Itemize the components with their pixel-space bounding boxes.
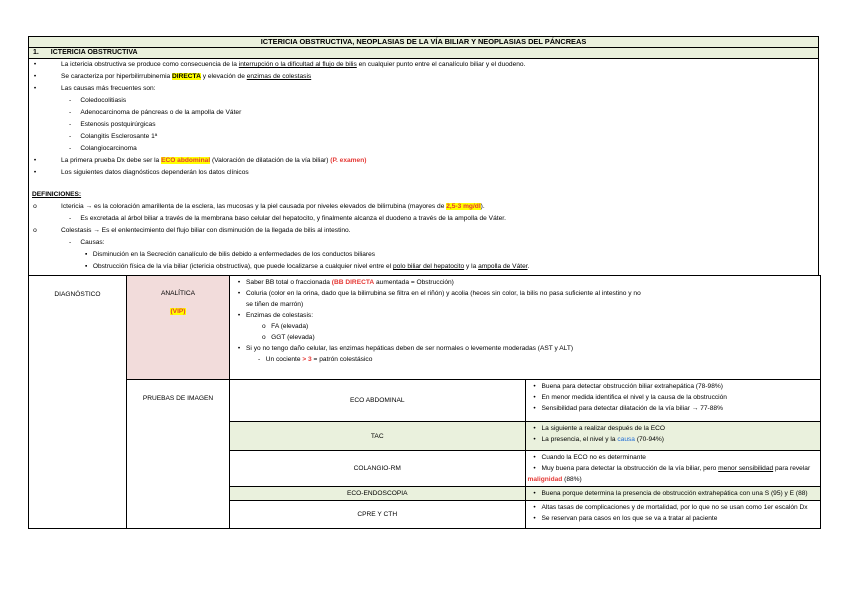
bullet-line: • Los siguientes datos diagnósticos dependerán los datos clínicos xyxy=(29,167,818,179)
tac-label: TAC xyxy=(230,422,526,451)
bullet-icon: • xyxy=(533,454,536,461)
eco-endoscopia-label: ECO-ENDOSCOPIA xyxy=(230,487,526,501)
bullet-icon: • xyxy=(533,490,536,497)
cause-item: - Estenosis postquirúrgicas xyxy=(69,121,156,128)
bullet-icon: • xyxy=(533,465,536,472)
section-number: 1. xyxy=(33,49,39,56)
eco-abdominal-content: • Buena para detectar obstrucción biliar extrahepática (78-98%) • En menor medida identifica el nivel y la causa de la obstrucción • Sensibilidad para detectar dilatación de la vía biliar → 77-88% xyxy=(525,380,821,422)
section-label: ICTERICIA OBSTRUCTIVA xyxy=(50,49,138,56)
cause-detail: ▪ Obstrucción física de la vía biliar (ictericia obstructiva), que puede localizarse a cualquier nivel entre el polo biliar del hepatocito y la ampolla de Váter. xyxy=(85,263,530,270)
bullet-icon: • xyxy=(533,504,536,511)
bullet-line: • La ictericia obstructiva se produce como consecuencia de la interrupción o la dificultad al flujo de bilis en cualquier punto entre el canalículo biliar y el duodeno. xyxy=(29,59,818,71)
bullet-line: • Se caracteriza por hiperbilirrubinemia DIRECTA y elevación de enzimas de colestasis xyxy=(29,71,818,83)
cpre-cth-content: • Altas tasas de complicaciones y de mortalidad, por lo que no se usan como 1er escalón Dx • Se reservan para casos en los que se va a tratar al paciente xyxy=(525,501,821,529)
bullet-icon: • xyxy=(33,73,37,80)
bullet-icon: • xyxy=(533,394,536,401)
diagnostic-table xyxy=(28,275,821,529)
analitica-content: • Saber BB total o fraccionada (BB DIRECTA aumentada = Obstrucción) • Coluria (color en la orina, dado que la bilirrubina se filtra en el riñón) y acolia (heces sin color, la bilis no pasa suficiente al intestino y no se tiñen de marrón) • Enzimas de colestasis: o FA (elevada) o GGT (elevada) • Si yo no tengo daño celular, las enzimas hepáticas deben de ser normales o levemente moderadas (AST y ALT) - Un cociente > 3 = patrón colestásico xyxy=(230,276,821,380)
bullet-icon: • xyxy=(237,290,241,297)
bullet-line: • Las causas más frecuentes son: xyxy=(29,83,818,95)
cause-detail: ▪ Disminución en la Secreción canalículo de bilis debido a enfermedades de los conductos biliares xyxy=(85,251,376,258)
definition-line: o Colestasis → Es el enlentecimiento del flujo biliar con disminución de la llegada de bilis al intestino. xyxy=(29,225,818,237)
cpre-cth-label: CPRE Y CTH xyxy=(230,501,526,529)
circle-bullet-icon: o xyxy=(262,323,266,330)
colangio-rm-content: • Cuando la ECO no es determinante • Muy buena para detectar la obstrucción de la vía biliar, pero menor sensibilidad para revelar malignidad (88%) xyxy=(525,451,821,487)
definition-line: o Ictericia → es la coloración amarillenta de la esclera, las mucosas y la piel causada por niveles elevados de bilirrubina (mayores de 2,5-3 mg/dl). xyxy=(29,201,818,213)
definition-sub: - Es excretada al árbol biliar a través de la membrana baso celular del hepatocito, y finalmente alcanza el duodeno a través de la ampolla de Váter. xyxy=(69,215,506,222)
tac-content: • La siguiente a realizar después de la ECO • La presencia, el nivel y la causa (70-94%) xyxy=(525,422,821,451)
colangio-rm-label: COLANGIO-RM xyxy=(230,451,526,487)
pruebas-imagen-cell: PRUEBAS DE IMAGEN xyxy=(127,380,230,529)
intro-block xyxy=(28,59,819,275)
bullet-line: • La primera prueba Dx debe ser la ECO abdominal (Valoración de dilatación de la vía biliar) (P. examen) xyxy=(29,155,818,167)
bullet-icon: • xyxy=(237,345,241,352)
section-header xyxy=(28,48,819,59)
bullet-icon: • xyxy=(33,85,37,92)
vip-badge: (VIP) xyxy=(170,308,186,315)
bullet-icon: • xyxy=(533,515,536,522)
cause-item: - Colangiocarcinoma xyxy=(69,145,137,152)
circle-bullet-icon: o xyxy=(262,334,266,341)
square-bullet-icon: ▪ xyxy=(85,263,88,270)
definiciones-heading: DEFINICIONES: xyxy=(32,191,82,198)
bullet-icon: • xyxy=(237,312,241,319)
square-bullet-icon: ▪ xyxy=(85,251,88,258)
bullet-icon: • xyxy=(33,61,37,68)
analitica-cell: ANALÍTICA (VIP) xyxy=(127,276,230,380)
eco-endoscopia-content: • Buena porque determina la presencia de obstrucción extrahepática con una S (95) y E (88) xyxy=(525,487,821,501)
bullet-icon: • xyxy=(33,169,37,176)
document-title: ICTERICIA OBSTRUCTIVA, NEOPLASIAS DE LA VÍA BILIAR Y NEOPLASIAS DEL PÁNCREAS xyxy=(28,36,819,48)
cause-item: - Coledocolitiasis xyxy=(69,97,127,104)
bullet-icon: • xyxy=(33,157,37,164)
definition-sub: - Causas: xyxy=(69,239,105,246)
circle-bullet-icon: o xyxy=(33,203,37,210)
bullet-icon: • xyxy=(533,405,536,412)
eco-abdominal-label: ECO ABDOMINAL xyxy=(230,380,526,422)
bullet-icon: • xyxy=(533,425,536,432)
diagnostico-cell: DIAGNÓSTICO xyxy=(29,276,127,529)
document xyxy=(28,36,819,529)
circle-bullet-icon: o xyxy=(33,227,37,234)
cause-item: - Adenocarcinoma de páncreas o de la ampolla de Váter xyxy=(69,109,242,116)
bullet-icon: • xyxy=(237,279,241,286)
cause-item: - Colangitis Esclerosante 1ª xyxy=(69,133,158,140)
bullet-icon: • xyxy=(533,383,536,390)
bullet-icon: • xyxy=(533,436,536,443)
